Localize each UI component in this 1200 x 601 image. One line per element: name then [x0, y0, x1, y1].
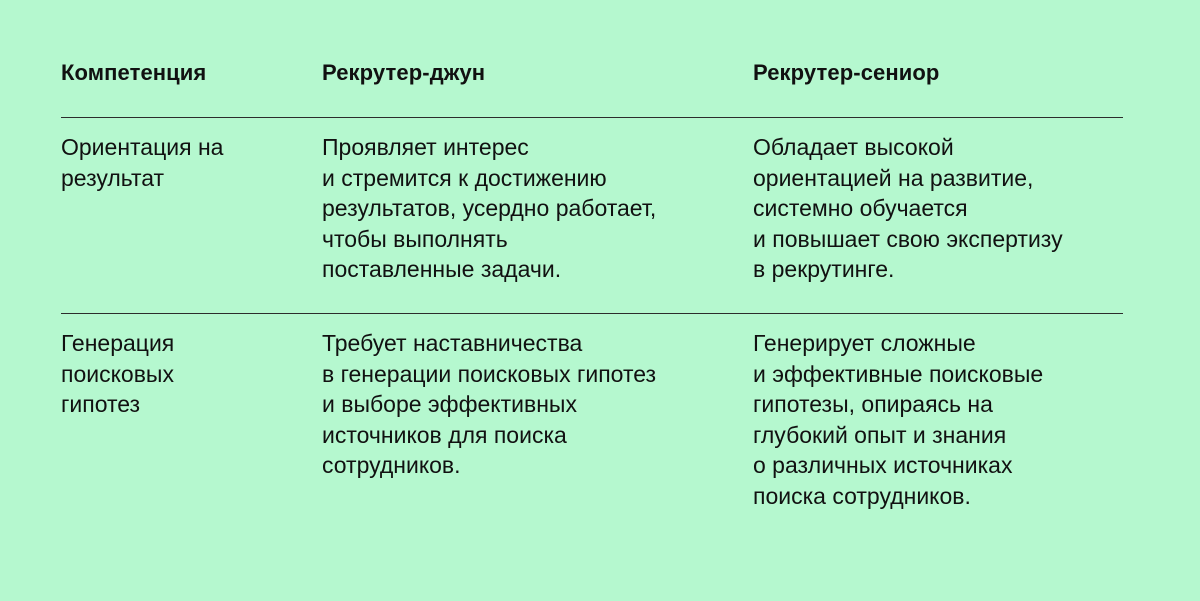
header-junior: Рекрутер-джун — [322, 60, 486, 85]
table-row — [61, 314, 1123, 558]
row-competency: Ориентация на результат — [61, 134, 224, 191]
row-competency: Генерация поисковых гипотез — [61, 330, 175, 418]
table-row — [61, 118, 1123, 313]
header-competency: Компетенция — [61, 60, 207, 85]
row-senior-description: Обладает высокой ориентацией на развитие, системно обучается и повышает свою экспертизу в рекрутинге. — [753, 134, 1063, 283]
row-junior-description: Проявляет интерес и стремится к достижению результатов, усердно работает, чтобы выполнять поставленные задачи. — [322, 134, 657, 283]
table-header-row — [61, 58, 1123, 117]
row-senior-description: Генерирует сложные и эффективные поисковые гипотезы, опираясь на глубокий опыт и знания о различных источниках поиска сотрудников. — [753, 330, 1044, 509]
row-junior-description: Требует наставничества в генерации поисковых гипотез и выборе эффективных источников для поиска сотрудников. — [322, 330, 657, 479]
competency-table — [61, 58, 1123, 558]
header-senior: Рекрутер-сениор — [753, 60, 940, 85]
